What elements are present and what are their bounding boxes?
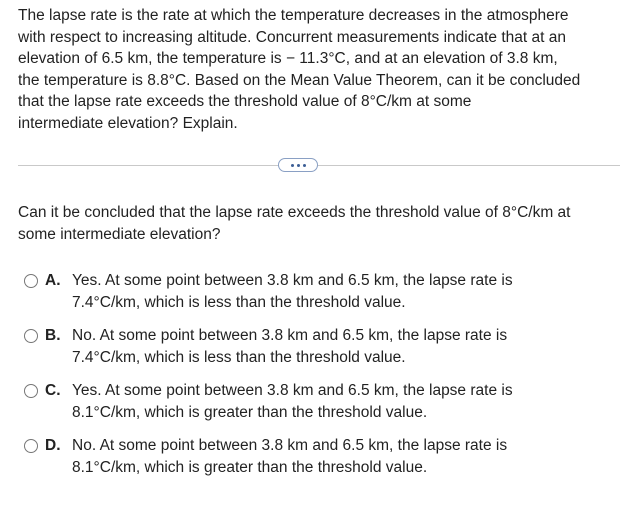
problem-line: The lapse rate is the rate at which the temperature decreases in the atmosphere (18, 7, 569, 24)
radio-unselected-icon[interactable] (24, 329, 38, 343)
option-line: 7.4°C/km, which is less than the threshold value. (72, 293, 406, 311)
problem-line: elevation of 6.5 km, the temperature is − 11.3°C, and at an elevation of 3.8 km, (18, 50, 558, 67)
problem-line: intermediate elevation? Explain. (18, 114, 238, 132)
radio-unselected-icon[interactable] (24, 439, 38, 453)
question-line: Can it be concluded that the lapse rate exceeds the threshold value of 8°C/km at (18, 204, 571, 221)
option-letter: D. (45, 437, 61, 454)
problem-line: with respect to increasing altitude. Concurrent measurements indicate that at an (18, 28, 566, 46)
ellipsis-icon (291, 164, 294, 167)
option-letter: A. (45, 272, 61, 289)
option-text (72, 380, 602, 423)
option-line: Yes. At some point between 3.8 km and 6.5 km, the lapse rate is (72, 272, 513, 289)
option-letter: C. (45, 382, 61, 399)
option-line: 8.1°C/km, which is greater than the threshold value. (72, 458, 428, 476)
section-divider (18, 165, 620, 166)
option-b[interactable] (24, 325, 614, 369)
option-line: No. At some point between 3.8 km and 6.5 km, the lapse rate is (72, 437, 508, 454)
question-line: some intermediate elevation? (18, 225, 221, 243)
option-a[interactable] (24, 270, 614, 314)
ellipsis-icon (303, 164, 306, 167)
question-prompt (18, 202, 618, 245)
expand-more-button[interactable] (278, 158, 318, 172)
problem-line: the temperature is 8.8°C. Based on the Mean Value Theorem, can it be concluded (18, 71, 581, 89)
problem-statement (18, 5, 618, 134)
option-text (72, 435, 602, 478)
option-letter: B. (45, 327, 61, 344)
option-line: 8.1°C/km, which is greater than the threshold value. (72, 403, 428, 421)
option-c[interactable] (24, 380, 614, 424)
radio-unselected-icon[interactable] (24, 384, 38, 398)
radio-unselected-icon[interactable] (24, 274, 38, 288)
option-text (72, 270, 602, 313)
ellipsis-icon (297, 164, 300, 167)
problem-line: that the lapse rate exceeds the threshold value of 8°C/km at some (18, 93, 472, 110)
option-text (72, 325, 602, 368)
option-line: Yes. At some point between 3.8 km and 6.5 km, the lapse rate is (72, 382, 513, 399)
option-d[interactable] (24, 435, 614, 479)
option-line: 7.4°C/km, which is less than the threshold value. (72, 348, 406, 366)
option-line: No. At some point between 3.8 km and 6.5 km, the lapse rate is (72, 327, 508, 344)
